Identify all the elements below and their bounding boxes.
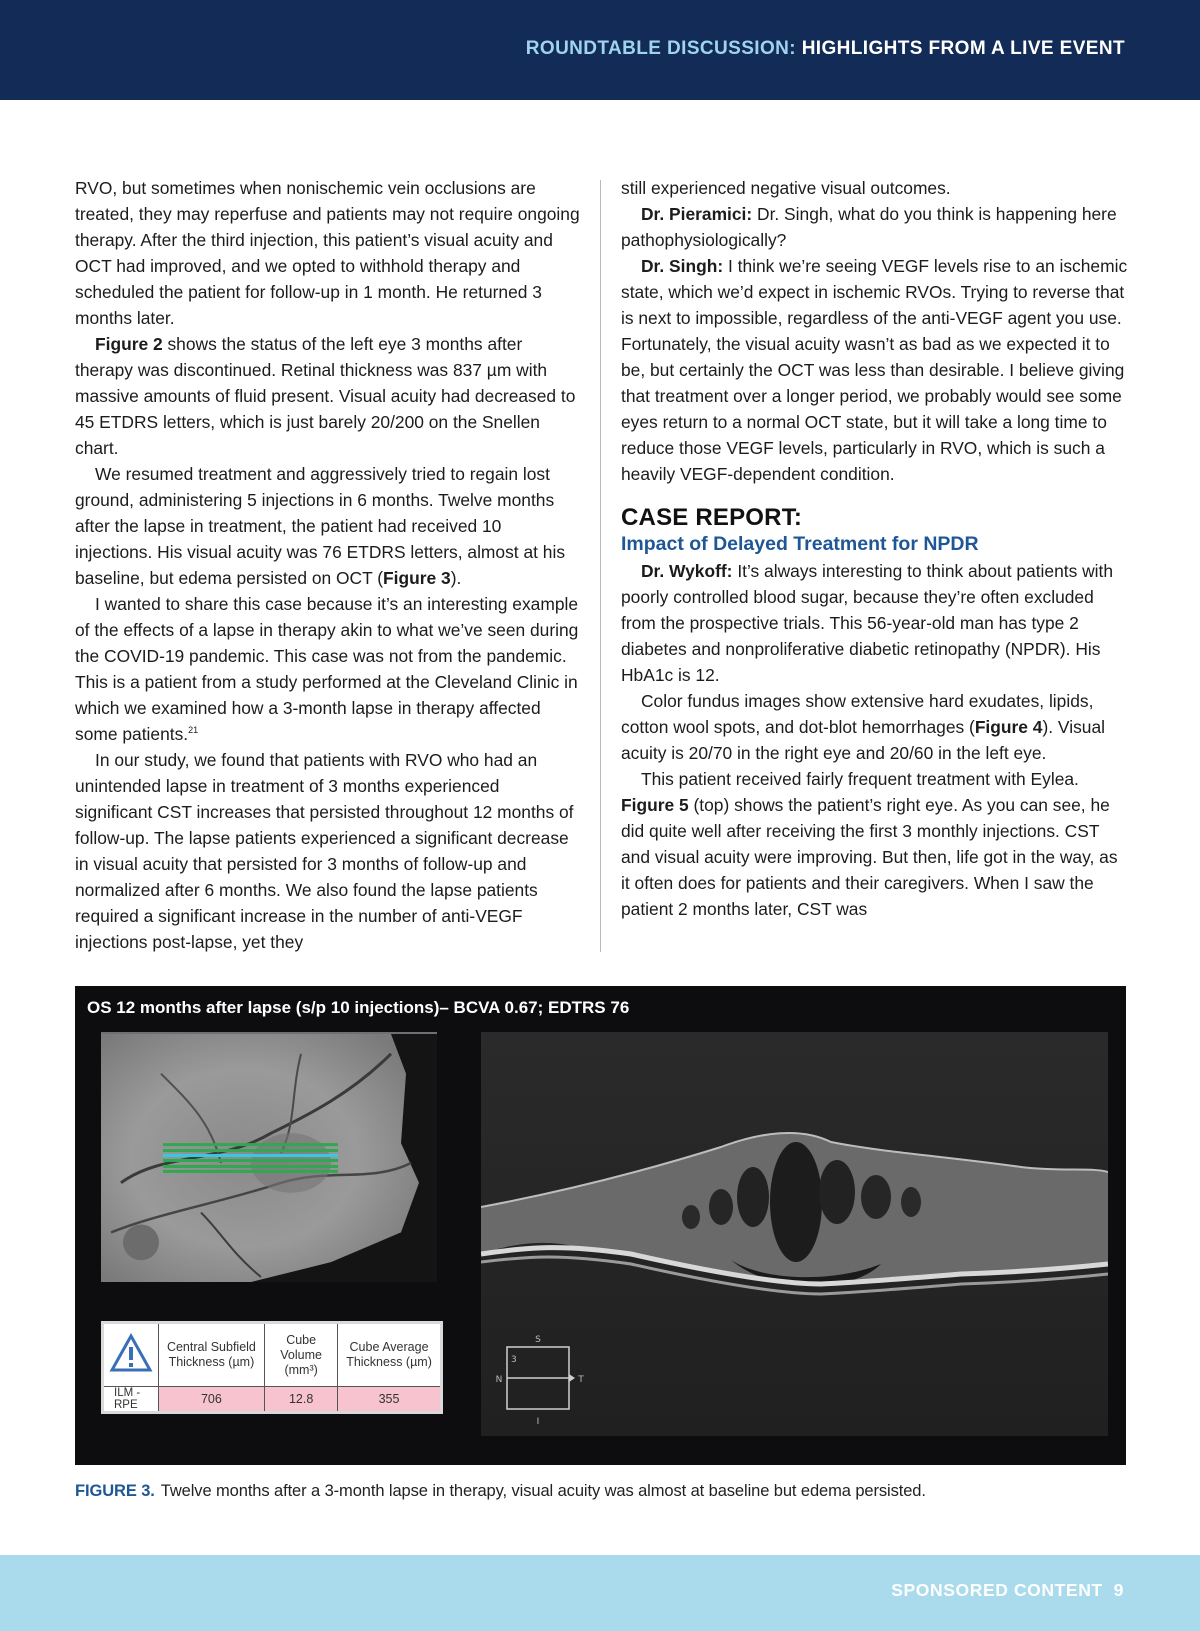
case-report-heading: CASE REPORT:: [621, 504, 803, 531]
paragraph-text: I think we’re seeing VEGF levels rise to an ischemic state, which we’d expect in ischemic RVOs. Trying to reverse that is next to impossible, regardless of the anti-VEGF agent you use. Fortunately, the visual acuity wasn’t as bad as we expected it to be, but certainly the OCT was less than desirable. I believe giving that treatment over a longer period, we probably would see some eyes return to a normal OCT state, but it will take a long time to reduce those VEGF levels, particularly in RVO, which is such a heavily VEGF-dependent condition.: [621, 256, 1128, 484]
paragraph-text: ). Visual acuity is 20/70 in the right eye and 20/60 in the left eye.: [621, 717, 1105, 763]
oct-scan-image: [481, 1032, 1108, 1436]
marker-number: 3: [511, 1355, 517, 1365]
figure-number: FIGURE 3.: [75, 1482, 155, 1500]
footer-section: SPONSORED CONTENT: [891, 1580, 1103, 1600]
header-section: ROUNDTABLE DISCUSSION:: [525, 38, 796, 59]
running-header: [526, 38, 1125, 60]
paragraph-text: We resumed treatment and aggressively tried to regain lost ground, administering 5 injections in 6 months. Twelve months after the lapse in treatment, the patient had received 10 injections. His visual acuity was 76 ETDRS letters, almost at his baseline, but edema persisted on OCT (: [75, 464, 566, 588]
footer-band: [0, 1555, 1200, 1631]
paragraph-text: (top) shows the patient’s right eye. As you can see, he did quite well after receiving the first 3 monthly injections. CST and visual acuity were improving. But then, life got in the way, as it often does for patients and their caregivers. When I saw the patient 2 months later, CST was: [621, 795, 1118, 919]
figure-ref: Figure 2: [95, 334, 163, 354]
case-report-subheading: Impact of Delayed Treatment for NPDR: [621, 533, 979, 555]
paragraph-text: I wanted to share this case because it’s an interesting example of the effects of a lapse in therapy akin to what we’ve seen during the COVID-19 pandemic. This case was not from the pandemic. This is a patient from a study performed at the Cleveland Clinic in which we examined how a 3-month lapse in therapy affected some patients.: [75, 594, 579, 744]
value-volume: 12.8: [265, 1387, 338, 1413]
figure-3: [75, 986, 1126, 1465]
paragraph: [75, 591, 580, 747]
paragraph: [621, 766, 1128, 922]
column-divider: [600, 180, 601, 952]
paragraph: [621, 201, 1128, 253]
paragraph: still experienced negative visual outcomes.: [621, 178, 951, 198]
figure-ref: Figure 4: [974, 717, 1043, 737]
paragraph-text: Color fundus images show extensive hard exudates, lipids, cotton wool spots, and dot-blot hemorrhages (: [621, 691, 1094, 737]
paragraph: [75, 461, 580, 591]
thickness-table: [101, 1321, 443, 1414]
figure-ref: Figure 3: [383, 568, 451, 588]
paragraph-text: It’s always interesting to think about patients with poorly controlled blood sugar, because they’re often excluded from the prospective trials. This 56-year-old man has type 2 diabetes and nonproliferative diabetic retinopathy (NPDR). His HbA1c is 12.: [621, 561, 1114, 685]
warning-cell: [103, 1323, 159, 1387]
speaker-name: Dr. Singh:: [641, 256, 724, 276]
marker-t: T: [578, 1375, 584, 1385]
row-label: ILM - RPE: [103, 1387, 159, 1413]
fundus-image: [101, 1032, 437, 1282]
col-header-cst: Central Subfield Thickness (µm): [158, 1323, 265, 1387]
figure-caption: [75, 1482, 926, 1501]
paragraph-text: shows the status of the left eye 3 months after therapy was discontinued. Retinal thickness was 837 µm with massive amounts of fluid present. Visual acuity had decreased to 45 ETDRS letters, which is just barely 20/200 on the Snellen chart.: [75, 334, 576, 458]
right-column: [621, 175, 1128, 922]
figure-ref: Figure 5: [621, 795, 689, 815]
header-band: [0, 0, 1200, 100]
marker-n: N: [495, 1375, 503, 1385]
warning-icon: [109, 1333, 153, 1373]
caption-text: Twelve months after a 3-month lapse in therapy, visual acuity was almost at baseline but edema persisted.: [160, 1482, 926, 1500]
paragraph: [621, 253, 1128, 487]
figure-label: OS 12 months after lapse (s/p 10 injections)– BCVA 0.67; EDTRS 76: [87, 998, 630, 1017]
col-header-avg-thickness: Cube Average Thickness (µm): [338, 1323, 442, 1387]
paragraph: In our study, we found that patients with RVO who had an unintended lapse in treatment of 3 months experienced significant CST increases that persisted throughout 12 months of follow-up. The lapse patients experienced a significant decrease in visual acuity that persisted for 3 months of follow-up and normalized after 6 months. We also found the lapse patients required a significant increase in the number of anti-VEGF injections post-lapse, yet they: [75, 750, 574, 952]
citation: 21: [188, 725, 199, 736]
speaker-name: Dr. Wykoff:: [641, 561, 733, 581]
paragraph: RVO, but sometimes when nonischemic vein occlusions are treated, they may reperfuse and patients may not require ongoing therapy. After the third injection, this patient’s visual acuity and OCT had improved, and we opted to withhold therapy and scheduled the patient for follow-up in 1 month. He returned 3 months later.: [75, 178, 580, 328]
header-title: HIGHLIGHTS FROM A LIVE EVENT: [801, 38, 1125, 59]
left-column: [75, 175, 580, 955]
paragraph: [621, 688, 1128, 766]
paragraph-text: Dr. Singh, what do you think is happening here pathophysiologically?: [621, 204, 1117, 250]
marker-i: I: [536, 1417, 540, 1427]
speaker-name: Dr. Pieramici:: [641, 204, 753, 224]
footer-label: [891, 1580, 1124, 1601]
paragraph-text: This patient received fairly frequent treatment with Eylea.: [641, 769, 1079, 789]
value-cst: 706: [158, 1387, 265, 1413]
col-header-volume: Cube Volume (mm³): [265, 1323, 338, 1387]
page-number: 9: [1113, 1580, 1124, 1600]
paragraph: [621, 558, 1128, 688]
value-avg-thickness: 355: [338, 1387, 442, 1413]
paragraph-text: ).: [450, 568, 462, 588]
paragraph: [75, 331, 580, 461]
marker-s: S: [535, 1335, 541, 1345]
